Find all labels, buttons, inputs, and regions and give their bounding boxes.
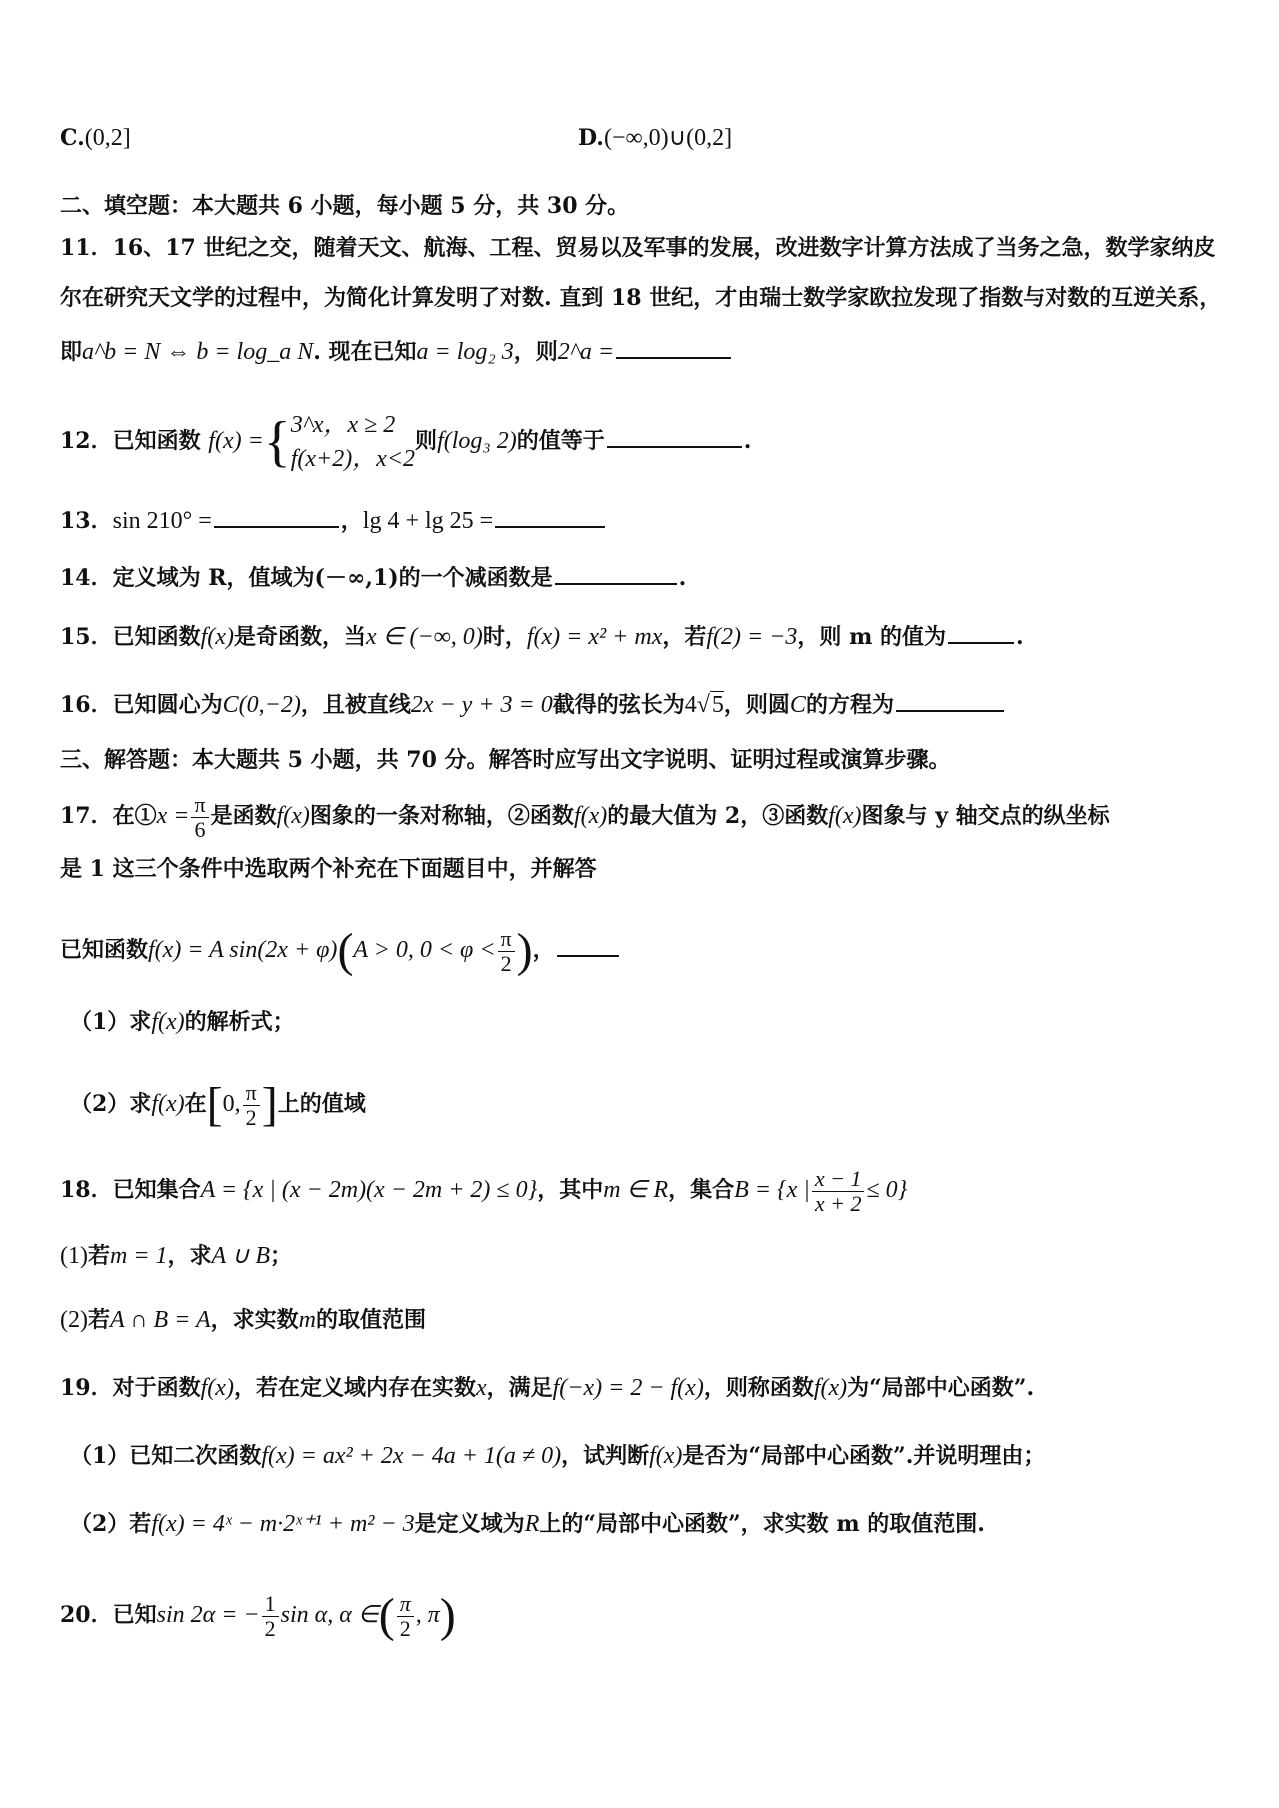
q16-circle: C [789,692,806,718]
q12-expr: f(log₃ 2) [437,428,517,454]
q15-mid2: 时， [482,624,527,650]
q20-frac-1-2 [262,1592,279,1641]
q17-frac-pi-2 [498,927,515,976]
q20-frac-den: 2 [264,1615,276,1641]
q11-given: a = log₂ 3 [416,339,514,365]
q18-mid1: ，其中 [537,1177,604,1203]
q19-fx-2: f(x) [813,1375,848,1401]
q19-mid1: ，若在定义域内存在实数 [233,1375,476,1401]
q16-chord-root: 5 [711,692,724,718]
q17-t3: 的最大值为 2，③函数 [607,803,829,829]
q18-p1-b: ，求 [167,1243,212,1269]
q18-set-a: A = {x | (x − 2m)(x − 2m + 2) ≤ 0} [200,1177,538,1203]
q18-m-in: m ∈ R [603,1177,669,1203]
q20-left-paren: ( [378,1589,395,1642]
q18-p1-expr: m = 1 [110,1243,168,1269]
q16-mid2: 截得的弦长为 [552,692,685,718]
q13-blank2[interactable] [495,506,605,528]
option-c-expr: (0,2] [84,125,131,151]
q17-t2: 图象的一条对称轴，②函数 [309,803,574,829]
q17-p2-fx: f(x) [151,1091,185,1117]
q19-p2-prefix: （2）若 [70,1511,152,1537]
q17-frac-num: π [191,793,208,818]
q16-answer-blank[interactable] [896,690,1004,712]
q11-tail: ，则 [513,339,558,365]
q19-p2-expr: f(x) = 4ˣ − m·2ˣ⁺¹ + m² − 3 [151,1511,415,1537]
q17-frac3-num: π [243,1081,260,1106]
q20-expr2: sin α, α ∈ [280,1602,379,1628]
q17-left-bracket: [ [206,1078,223,1131]
q17-cond-expr: A > 0, 0 < φ < [353,937,496,963]
q17-t4: 图象与 y 轴交点的纵坐标 [861,803,1110,829]
q18-p2-a: 若 [87,1307,110,1333]
q19-mid3: ，则称函数 [703,1375,814,1401]
q11-relation: a^b = N ⇔ b = log_a N [82,339,314,365]
q17-part2 [70,1076,366,1132]
q12-cases [291,408,415,476]
q15-tail: ，则 m 的值为 [797,624,947,650]
q17-p2-prefix: （2）求 [70,1091,152,1117]
q15-def: f(x) = x² + mx [526,624,663,650]
q16-line-eq: 2x − y + 3 = 0 [410,692,553,718]
q12-prefix: 12．已知函数 [60,428,201,454]
q20-frac2-den: 2 [399,1615,411,1641]
q19-p1-tail: 是否为“局部中心函数”.并说明理由； [682,1443,1046,1469]
q18-p1-a: 若 [87,1243,110,1269]
q19-prefix: 19．对于函数 [60,1375,201,1401]
q17-frac2-num: π [498,927,515,952]
q17-t1: 是函数 [210,803,277,829]
q17-line1 [60,790,1110,842]
q16-mid1: ，且被直线 [300,692,411,718]
q12-fx: f(x) = [208,428,264,454]
q18-p2-m: m [298,1307,316,1333]
q16-chord: 4 [684,692,697,718]
q18-mid2: ，集合 [668,1177,735,1203]
q18-set-b-pre: B = {x | [734,1177,810,1203]
q13-sep: ， [340,508,363,534]
q19-p1-expr: f(x) = ax² + 2x − 4a + 1(a ≠ 0) [261,1443,562,1469]
q17-given [60,922,621,978]
q14-end: . [678,565,687,591]
q17-p1-tail: 的解析式； [184,1009,295,1035]
q17-interval-start: 0, [222,1091,241,1117]
q18-prefix: 18．已知集合 [60,1177,201,1203]
q18-p2-b: ，求实数 [210,1307,299,1333]
q18-set-b-post: ≤ 0} [866,1177,908,1203]
q16-center: C(0,−2) [222,692,301,718]
q11-mid: . 现在已知 [313,339,417,365]
q19-p1-fx: f(x) [649,1443,683,1469]
q18-p2-num: (2) [60,1307,88,1333]
q18-p2-expr: A ∩ B = A [110,1307,211,1333]
q11-target: 2^a = [557,339,615,365]
q11-line3 [60,337,733,366]
q15-mid3: ，若 [662,624,707,650]
q19-mid2: ，满足 [486,1375,553,1401]
q14 [60,563,686,592]
q17-part1 [70,1008,295,1036]
q17-right-bracket: ] [261,1078,278,1131]
q15-given: f(2) = −3 [706,624,798,650]
q17-right-paren: ) [516,924,533,977]
q18-frac [812,1167,865,1216]
q19-p2-r: R [524,1511,540,1537]
q15-prefix: 15．已知函数 [60,624,201,650]
q17-given-prefix: 已知函数 [60,937,149,963]
q19-cond: f(−x) = 2 − f(x) [552,1375,704,1401]
q17-p2-mid: 在 [184,1091,207,1117]
q18-frac-num: x − 1 [812,1167,865,1192]
section-heading-solutions: 三、解答题：本大题共 5 小题，共 70 分。解答时应写出文字说明、证明过程或演算步骤。 [60,747,951,773]
q18-p1-union: A ∪ B [211,1243,270,1269]
q17-given-expr: f(x) = A sin(2x + φ) [148,937,338,963]
option-d-expr: (−∞,0)∪(0,2] [603,125,733,151]
q13-expr2: lg 4 + lg 25 = [362,508,494,534]
q12-case1: 3^x，x ≥ 2 [290,412,396,438]
q17-x-eq: x = [156,803,190,829]
q12 [60,408,751,476]
q18-part1 [60,1242,292,1270]
q15 [60,622,1024,651]
q20 [60,1585,456,1645]
q12-mid: 则 [415,428,438,454]
q17-frac-pi-2b [243,1081,260,1130]
q19-fx-1: f(x) [200,1375,234,1401]
q20-pi-tail: , π [415,1602,440,1628]
q12-tail: 的值等于 [516,428,605,454]
q14-answer-blank[interactable] [555,563,677,585]
q17-frac-pi-6 [191,793,208,842]
q20-right-paren: ) [439,1589,456,1642]
q11-prefix: 即 [60,339,83,365]
q19-p2-tail: 上的“局部中心函数”，求实数 m 的取值范围. [539,1511,985,1537]
q17-frac3-den: 2 [245,1104,257,1130]
option-c-label: C. [60,125,85,151]
q17-fx-2: f(x) [573,803,608,829]
section-heading-fill-blank: 二、填空题：本大题共 6 小题，每小题 5 分，共 30 分。 [60,193,630,219]
q20-frac-num: 1 [262,1592,279,1617]
q19-p1-prefix: （1）已知二次函数 [70,1443,262,1469]
q19-p1-mid: ，试判断 [561,1443,650,1469]
q17-frac2-den: 2 [500,950,512,976]
q13-expr1: sin 210° = [112,508,212,534]
q20-frac2-num: π [397,1592,414,1617]
q20-expr1: sin 2α = − [156,1602,260,1628]
q18-part2 [60,1306,426,1334]
q14-text: 14．定义域为 R，值域为(－∞,1)的一个减函数是 [60,565,553,591]
q17-given-tail: ， [532,937,555,963]
q18-p1-num: (1) [60,1243,88,1269]
q15-fx: f(x) [200,624,234,650]
q15-cond: x ∈ (−∞, 0) [365,624,483,650]
q18 [60,1162,907,1218]
q16-prefix: 16．已知圆心为 [60,692,223,718]
q11-line1: 11．16、17 世纪之交，随着天文、航海、工程、贸易以及军事的发展，改进数字计算方法成了当务之急，数学家纳皮 [60,235,1216,261]
q18-frac-den: x + 2 [814,1190,862,1216]
q20-frac-pi-2 [397,1592,414,1641]
option-c [60,124,131,152]
q17-line2: 是 1 这三个条件中选取两个补充在下面题目中，并解答 [60,856,597,882]
q19-tail: 为“局部中心函数”. [847,1375,1035,1401]
q19-part1 [70,1442,1045,1470]
q18-p1-end: ； [270,1243,293,1269]
q15-end: . [1016,624,1024,650]
q12-left-brace: { [263,411,291,473]
q19-x: x [475,1375,487,1401]
q13-blank1[interactable] [214,506,339,528]
q11-answer-blank[interactable] [616,337,731,359]
q15-mid1: 是奇函数，当 [233,624,366,650]
q17-p2-tail: 上的值域 [277,1091,366,1117]
q16-sqrt-sign: √ [696,692,710,718]
q15-answer-blank[interactable] [948,622,1014,644]
q17-prefix: 17．在① [60,803,157,829]
q17-fx-1: f(x) [276,803,310,829]
q16-tail: 的方程为 [805,692,894,718]
q17-frac-den: 6 [194,816,206,842]
q19-part2 [70,1510,985,1538]
option-d [578,124,732,152]
q13-num: 13． [60,508,113,534]
q17-p1-fx: f(x) [151,1009,185,1035]
q17-condition-blank[interactable] [557,935,619,957]
q20-prefix: 20．已知 [60,1602,157,1628]
q17-fx-3: f(x) [828,803,862,829]
q12-answer-blank[interactable] [607,426,742,448]
q18-p2-tail: 的取值范围 [316,1307,427,1333]
q17-left-paren: ( [337,924,354,977]
q13 [60,506,607,535]
q16 [60,690,1006,719]
q12-case2: f(x+2)，x<2 [290,446,416,472]
q11-line2: 尔在研究天文学的过程中，为简化计算发明了对数. 直到 18 世纪，才由瑞士数学家欧拉发现了指数与对数的互逆关系， [60,285,1222,311]
q12-end: . [743,428,752,454]
q19 [60,1374,1034,1402]
q17-p1-prefix: （1）求 [70,1009,152,1035]
option-d-label: D. [578,125,604,151]
q16-mid3: ，则圆 [723,692,790,718]
q19-p2-mid: 是定义域为 [414,1511,525,1537]
